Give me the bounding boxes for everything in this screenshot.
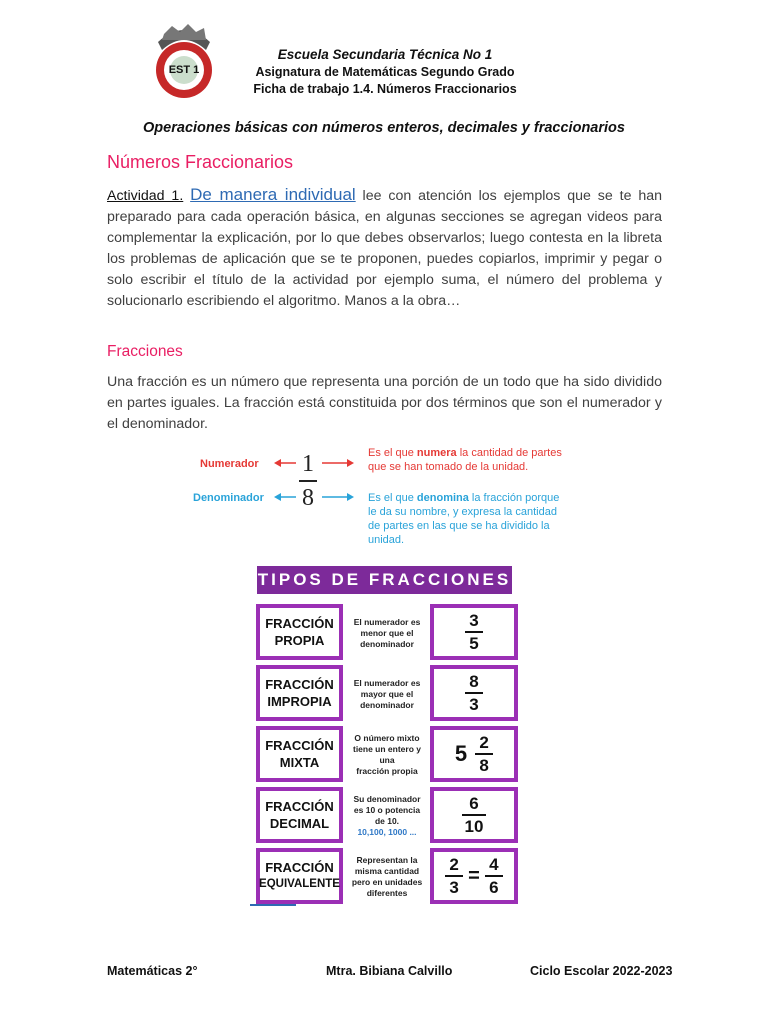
example-numerator: 6 xyxy=(469,794,479,813)
activity-paragraph xyxy=(107,184,662,312)
desc-line: O número mixto xyxy=(354,733,420,743)
desc-line: mayor que el xyxy=(360,688,414,699)
fraction-parts-diagram xyxy=(190,443,590,553)
example-denominator: 10 xyxy=(464,817,484,836)
tipo-description xyxy=(348,606,426,660)
example-denominator: 3 xyxy=(469,695,479,714)
tipo-row-equivalente xyxy=(256,848,518,906)
tipo-row-impropia xyxy=(256,665,518,723)
denominator-desc-1: Es el que denomina la fracción porque xyxy=(368,492,560,504)
denominator-desc-4: unidad. xyxy=(368,534,405,546)
tipo-description xyxy=(348,789,426,843)
fracciones-heading: Fracciones xyxy=(107,343,183,360)
denominator-right-arrowhead xyxy=(347,493,354,501)
tipo-description xyxy=(348,850,426,904)
tipo-name-line1: FRACCIÓN xyxy=(265,860,334,875)
desc-line: pero en unidades xyxy=(351,877,423,887)
desc-line: El numerador es xyxy=(353,616,421,627)
example-numerator: 2 xyxy=(449,855,459,874)
desc-line: El numerador es xyxy=(353,677,421,688)
tipo-example-box xyxy=(430,787,518,843)
example-denominator: 5 xyxy=(469,634,479,653)
worksheet-title: Ficha de trabajo 1.4. Números Fraccionarios xyxy=(253,82,517,96)
example-fraction-bar xyxy=(475,753,493,755)
tipo-name-line2: EQUIVALENTE xyxy=(259,878,340,890)
page-title: Operaciones básicas con números enteros, decimales y fraccionarios xyxy=(143,120,625,136)
desc-line: diferentes xyxy=(366,888,408,898)
denominator-desc-3: de partes en las que se ha dividido la xyxy=(368,520,550,532)
footer-subject: Matemáticas 2° xyxy=(107,964,198,978)
tipo-name-box xyxy=(256,848,343,904)
tipo-row-decimal xyxy=(256,787,518,845)
desc-line: de 10. xyxy=(374,816,400,826)
example-numerator: 8 xyxy=(469,672,479,691)
tipo-example-box xyxy=(430,665,518,721)
example-fraction xyxy=(465,611,483,653)
school-header xyxy=(230,45,540,98)
school-logo xyxy=(152,20,216,102)
example-fraction xyxy=(465,672,483,714)
tipo-example-box xyxy=(430,726,518,782)
fracciones-paragraph: Una fracción es un número que representa una porción de un todo que ha sido dividido en partes iguales. La fracción está constituida por dos términos que son el numerador y el denominador. xyxy=(107,374,662,432)
desc-line: tiene un entero y xyxy=(352,744,421,754)
subject-name: Asignatura de Matemáticas Segundo Grado xyxy=(255,65,515,79)
example-fraction-bar xyxy=(485,875,503,877)
example-fraction-bar xyxy=(445,875,463,877)
activity-label: Actividad 1. xyxy=(107,188,184,204)
example-denominator: 3 xyxy=(449,878,459,897)
desc-line: es 10 o potencia xyxy=(353,805,421,815)
desc-line: Representan la xyxy=(356,855,418,865)
tipo-name-box xyxy=(256,787,343,843)
numerator-label: Numerador xyxy=(200,458,259,470)
numerator-desc-2: que se han tomado de la unidad. xyxy=(368,461,529,473)
example-numerator: 2 xyxy=(479,733,489,752)
example-fraction xyxy=(462,794,486,836)
example-numerator: 4 xyxy=(489,855,499,874)
example-numerator: 3 xyxy=(469,611,479,630)
desc-line: denominador xyxy=(360,699,414,710)
tipo-row-propia xyxy=(256,604,518,662)
example-fraction-bar xyxy=(465,631,483,633)
tipo-example-box xyxy=(430,848,518,904)
numerator-desc-1: Es el que numera la cantidad de partes xyxy=(368,447,562,459)
example-fraction-bar xyxy=(462,814,486,816)
equals-sign: = xyxy=(468,864,480,887)
example-fraction xyxy=(475,733,493,775)
desc-line-blue: 10,100, 1000 ... xyxy=(357,827,417,837)
tipo-example-box xyxy=(430,604,518,660)
desc-line: fracción propia xyxy=(356,766,418,776)
numerator-right-arrowhead xyxy=(347,459,354,467)
tipo-description xyxy=(348,728,426,782)
desc-line: una xyxy=(379,755,395,765)
example-fraction-2 xyxy=(485,855,503,897)
tipo-name-box xyxy=(256,604,343,660)
footer-school-year: Ciclo Escolar 2022-2023 xyxy=(530,964,673,978)
denominator-digit: 8 xyxy=(302,485,314,511)
tipo-name-line2: DECIMAL xyxy=(269,816,330,831)
image-caption-underline xyxy=(250,904,296,906)
example-denominator: 8 xyxy=(479,756,489,775)
example-fraction-bar xyxy=(465,692,483,694)
tipos-de-fracciones xyxy=(250,560,518,908)
school-name: Escuela Secundaria Técnica No 1 xyxy=(277,47,493,62)
tipo-row-mixta xyxy=(256,726,518,784)
numerator-digit: 1 xyxy=(302,451,314,477)
tipo-name-line2: PROPIA xyxy=(274,633,325,648)
section-heading: Números Fraccionarios xyxy=(107,152,294,172)
tipo-name-line1: FRACCIÓN xyxy=(265,738,334,753)
denominator-label: Denominador xyxy=(193,492,264,504)
tipo-name-line1: FRACCIÓN xyxy=(265,677,334,692)
denominator-left-arrowhead xyxy=(274,493,281,501)
tipo-name-box xyxy=(256,665,343,721)
tipo-name-line1: FRACCIÓN xyxy=(265,799,334,814)
example-whole: 5 xyxy=(454,741,468,766)
tipo-name-box xyxy=(256,726,343,782)
desc-line: denominador xyxy=(360,638,414,649)
logo-text: EST 1 xyxy=(168,64,200,76)
denominator-desc-2: le da su nombre, y expresa la cantidad xyxy=(368,506,557,518)
tipo-name-line2: IMPROPIA xyxy=(267,694,332,709)
example-denominator: 6 xyxy=(489,878,499,897)
footer-teacher: Mtra. Bibiana Calvillo xyxy=(326,964,453,978)
tipo-name-line2: MIXTA xyxy=(279,755,320,770)
activity-link[interactable]: De manera individual xyxy=(190,185,356,204)
desc-line: menor que el xyxy=(360,627,414,638)
numerator-left-arrowhead xyxy=(274,459,281,467)
tipo-description xyxy=(348,667,426,721)
desc-line: misma cantidad xyxy=(354,866,420,876)
tipo-name-line1: FRACCIÓN xyxy=(265,616,334,631)
example-fraction xyxy=(445,855,463,897)
tipos-banner: TIPOS DE FRACCIONES xyxy=(257,566,512,594)
desc-line: Su denominador xyxy=(353,794,421,804)
activity-text: lee con atención los ejemplos que se te han preparado para cada operación básica, en algunas secciones se agregan videos para complementar la explicación, por lo que debes observarlos; luego contesta en la libreta los problemas de aplicación que se te proponen, puedes copiarlos, imprimir y pegar o solo escribir el título de la actividad por ejemplo suma, el número del problema y solucionarlo escribiendo el algoritmo. Manos a la obra… xyxy=(107,188,662,309)
